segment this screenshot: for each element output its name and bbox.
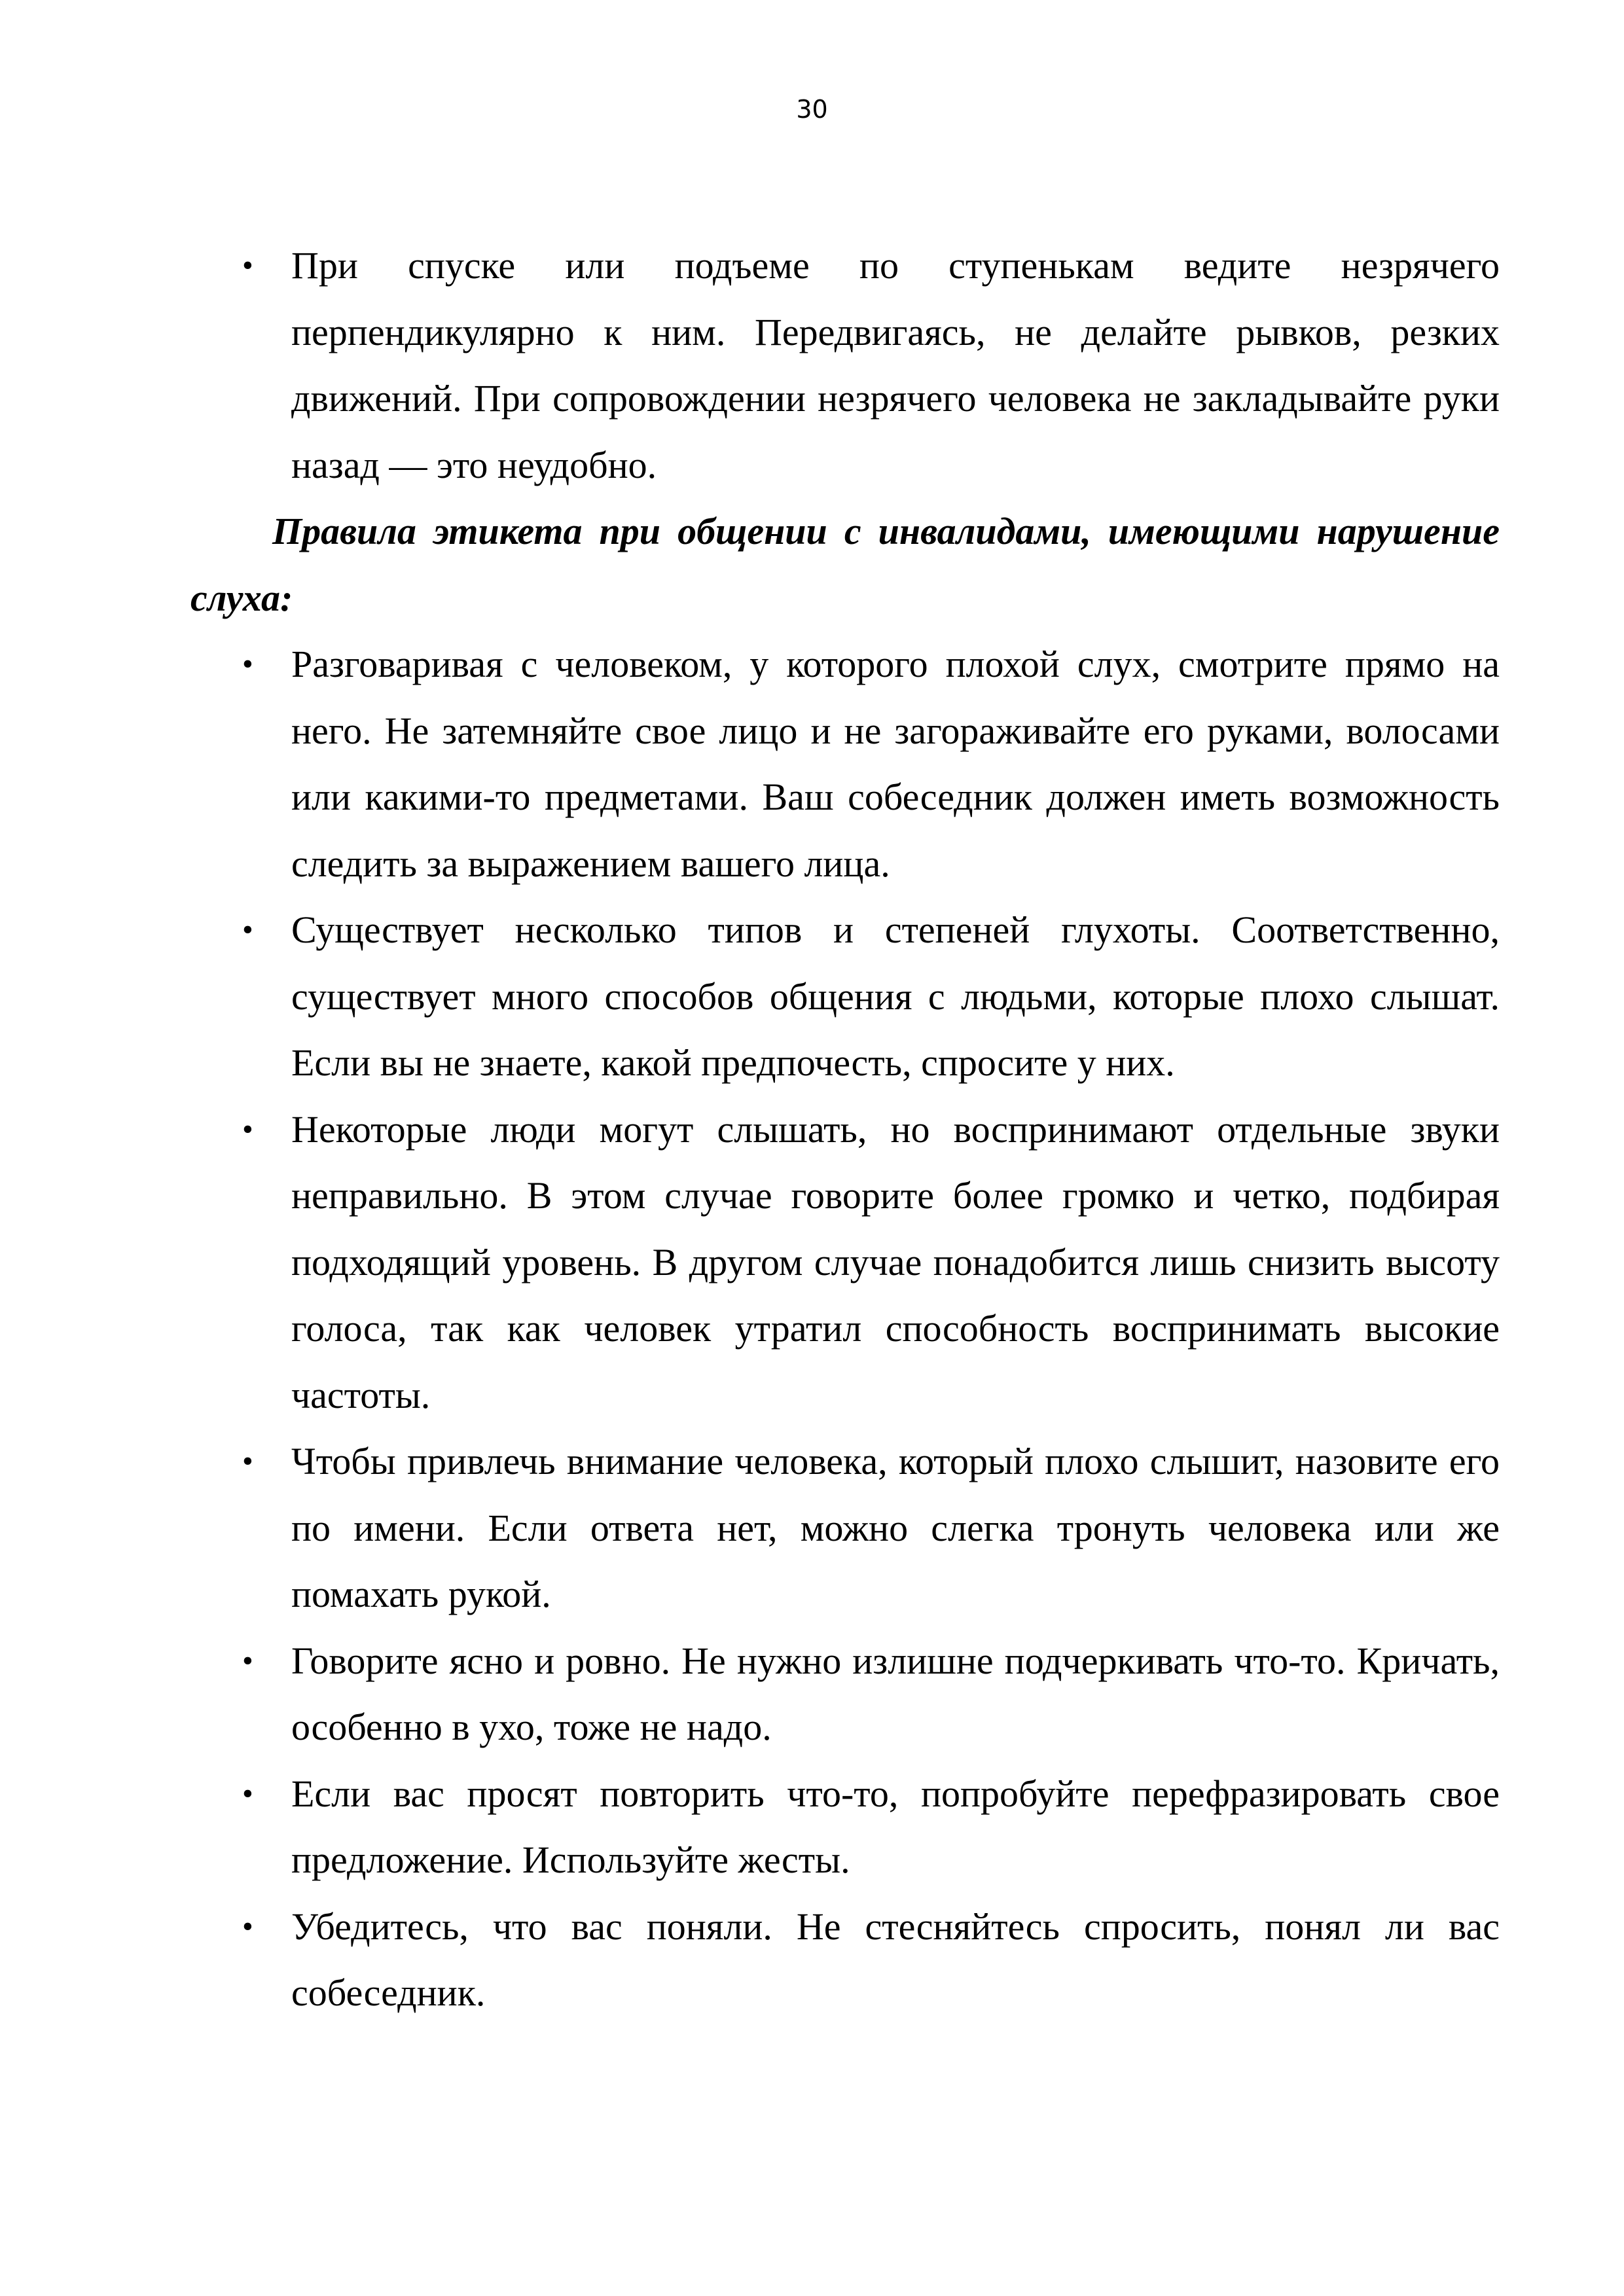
document-body: [190, 232, 1500, 2026]
bullet-icon: •: [242, 248, 253, 283]
list-item: [190, 232, 1500, 498]
list-item: [190, 1628, 1500, 1761]
list-item-text: Разговаривая с человеком, у которого плохой слух, смотрите прямо на него. Не затемняйте свое лицо и не загораживайте его руками, волосами или какими-то предметами. Ваш собеседник должен иметь возможность следить за выражением вашего лица.: [291, 643, 1500, 885]
bullet-icon: •: [242, 1444, 253, 1479]
page-number: 30: [796, 95, 828, 124]
list-item: [190, 1893, 1500, 2026]
bullet-icon: •: [242, 1111, 253, 1147]
bullet-icon: •: [242, 647, 253, 681]
list-item: [190, 1428, 1500, 1628]
hearing-etiquette-list: [190, 631, 1500, 2026]
list-item: [190, 631, 1500, 897]
bullet-icon: •: [242, 1643, 253, 1678]
list-item: [190, 897, 1500, 1096]
list-item-text: Существует несколько типов и степеней глухоты. Соответственно, существует много способов общения с людьми, которые плохо слышат. Если вы не знаете, какой предпочесть, спросите у них.: [291, 908, 1500, 1084]
list-item: [190, 1096, 1500, 1429]
bullet-icon: •: [242, 1776, 253, 1811]
bullet-icon: •: [242, 912, 253, 947]
blind-escort-list: [190, 232, 1500, 498]
list-item-text: Некоторые люди могут слышать, но воспринимают отдельные звуки неправильно. В этом случае говорите более громко и четко, подбирая подходящий уровень. В другом случае понадобится лишь снизить высоту голоса, так как человек утратил способность воспринимать высокие частоты.: [291, 1107, 1500, 1416]
list-item: [190, 1761, 1500, 1893]
list-item-text: При спуске или подъеме по ступенькам ведите незрячего перпендикулярно к ним. Передвигаясь, не делайте рывков, резких движений. При сопровождении незрячего человека не закладывайте руки назад — это неудобно.: [291, 244, 1500, 486]
list-item-text: Говорите ясно и ровно. Не нужно излишне подчеркивать что-то. Кричать, особенно в ухо, тоже не надо.: [291, 1639, 1500, 1748]
list-item-text: Если вас просят повторить что-то, попробуйте перефразировать свое предложение. Используйте жесты.: [291, 1772, 1500, 1881]
bullet-icon: •: [242, 1909, 253, 1944]
section-heading: Правила этикета при общении с инвалидами, имеющими нарушение слуха:: [190, 510, 1500, 619]
list-item-text: Убедитесь, что вас поняли. Не стесняйтесь спросить, понял ли вас собеседник.: [291, 1905, 1500, 2014]
list-item-text: Чтобы привлечь внимание человека, который плохо слышит, назовите его по имени. Если ответа нет, можно слегка тронуть человека или же помахать рукой.: [291, 1440, 1500, 1615]
